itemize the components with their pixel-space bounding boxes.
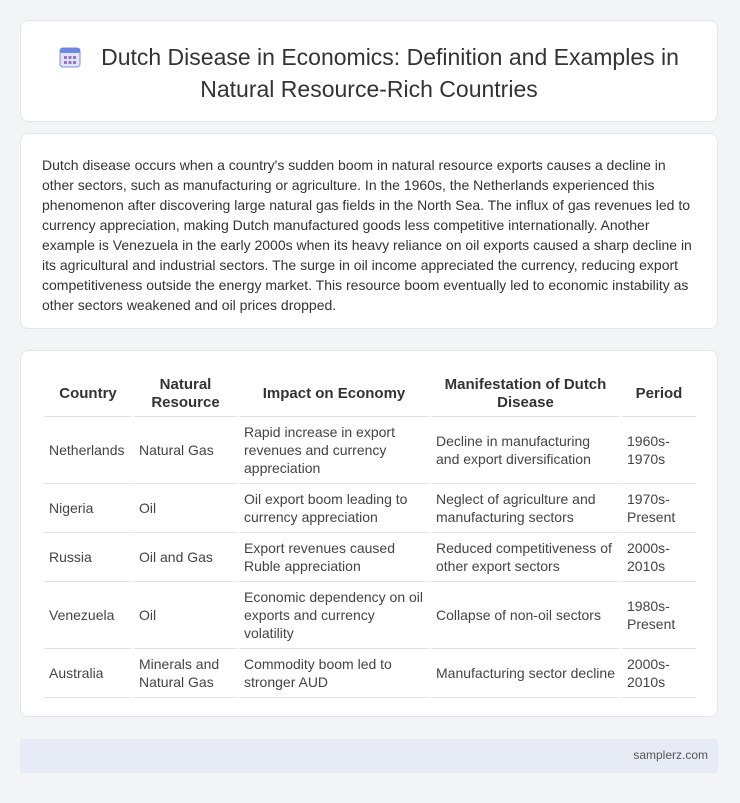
cell-manifestation: Reduced competitiveness of other export sectors bbox=[431, 533, 620, 582]
cell-impact: Commodity boom led to stronger AUD bbox=[239, 649, 429, 698]
cell-period: 1980s-Present bbox=[622, 582, 696, 649]
cell-resource: Oil bbox=[134, 484, 237, 533]
description-text: Dutch disease occurs when a country's sudden boom in natural resource exports causes a decline in other sectors, such as manufacturing or agriculture. In the 1960s, the Netherlands experienced this phenomenon after discovering large natural gas fields in the North Sea. The influx of gas revenues led to currency appreciation, making Dutch manufactured goods less competitive internationally. Another example is Venezuela in the early 2000s when its heavy reliance on oil exports caused a sharp decline in its agricultural and industrial sectors. The surge in oil income appreciated the currency, reducing export competitiveness outside the energy market. This resource boom eventually led to economic instability as other sectors weakened and oil prices dropped. bbox=[42, 157, 692, 313]
table-row bbox=[44, 649, 696, 698]
header-period: Period bbox=[622, 372, 696, 417]
header-impact: Impact on Economy bbox=[239, 372, 429, 417]
cell-resource: Oil bbox=[134, 582, 237, 649]
cell-resource: Oil and Gas bbox=[134, 533, 237, 582]
header-country: Country bbox=[44, 372, 132, 417]
page-title: Dutch Disease in Economics: Definition and Examples in Natural Resource-Rich Countries bbox=[101, 44, 679, 102]
cell-period: 2000s-2010s bbox=[622, 649, 696, 698]
title-card bbox=[20, 20, 718, 122]
cell-period: 2000s-2010s bbox=[622, 533, 696, 582]
header-natural-resource: Natural Resource bbox=[134, 372, 237, 417]
cell-manifestation: Decline in manufacturing and export diversification bbox=[431, 417, 620, 484]
calendar-icon bbox=[59, 46, 81, 75]
footer-bar bbox=[20, 739, 718, 773]
description-card bbox=[20, 133, 718, 329]
cell-period: 1970s-Present bbox=[622, 484, 696, 533]
cell-country: Australia bbox=[44, 649, 132, 698]
cell-country: Russia bbox=[44, 533, 132, 582]
cell-period: 1960s-1970s bbox=[622, 417, 696, 484]
cell-impact: Export revenues caused Ruble appreciation bbox=[239, 533, 429, 582]
table-row bbox=[44, 582, 696, 649]
cell-resource: Natural Gas bbox=[134, 417, 237, 484]
cell-manifestation: Neglect of agriculture and manufacturing sectors bbox=[431, 484, 620, 533]
table-card bbox=[20, 350, 718, 717]
cell-country: Netherlands bbox=[44, 417, 132, 484]
cell-impact: Economic dependency on oil exports and currency volatility bbox=[239, 582, 429, 649]
dutch-disease-table bbox=[42, 372, 698, 698]
table-row bbox=[44, 533, 696, 582]
cell-manifestation: Manufacturing sector decline bbox=[431, 649, 620, 698]
footer-site-link[interactable]: samplerz.com bbox=[633, 748, 708, 762]
cell-resource: Minerals and Natural Gas bbox=[134, 649, 237, 698]
table-header-row bbox=[44, 372, 696, 417]
cell-impact: Oil export boom leading to currency appreciation bbox=[239, 484, 429, 533]
cell-country: Venezuela bbox=[44, 582, 132, 649]
header-manifestation: Manifestation of Dutch Disease bbox=[431, 372, 620, 417]
cell-impact: Rapid increase in export revenues and currency appreciation bbox=[239, 417, 429, 484]
cell-country: Nigeria bbox=[44, 484, 132, 533]
page-title-block bbox=[21, 43, 717, 104]
table-row bbox=[44, 417, 696, 484]
cell-manifestation: Collapse of non-oil sectors bbox=[431, 582, 620, 649]
table-row bbox=[44, 484, 696, 533]
